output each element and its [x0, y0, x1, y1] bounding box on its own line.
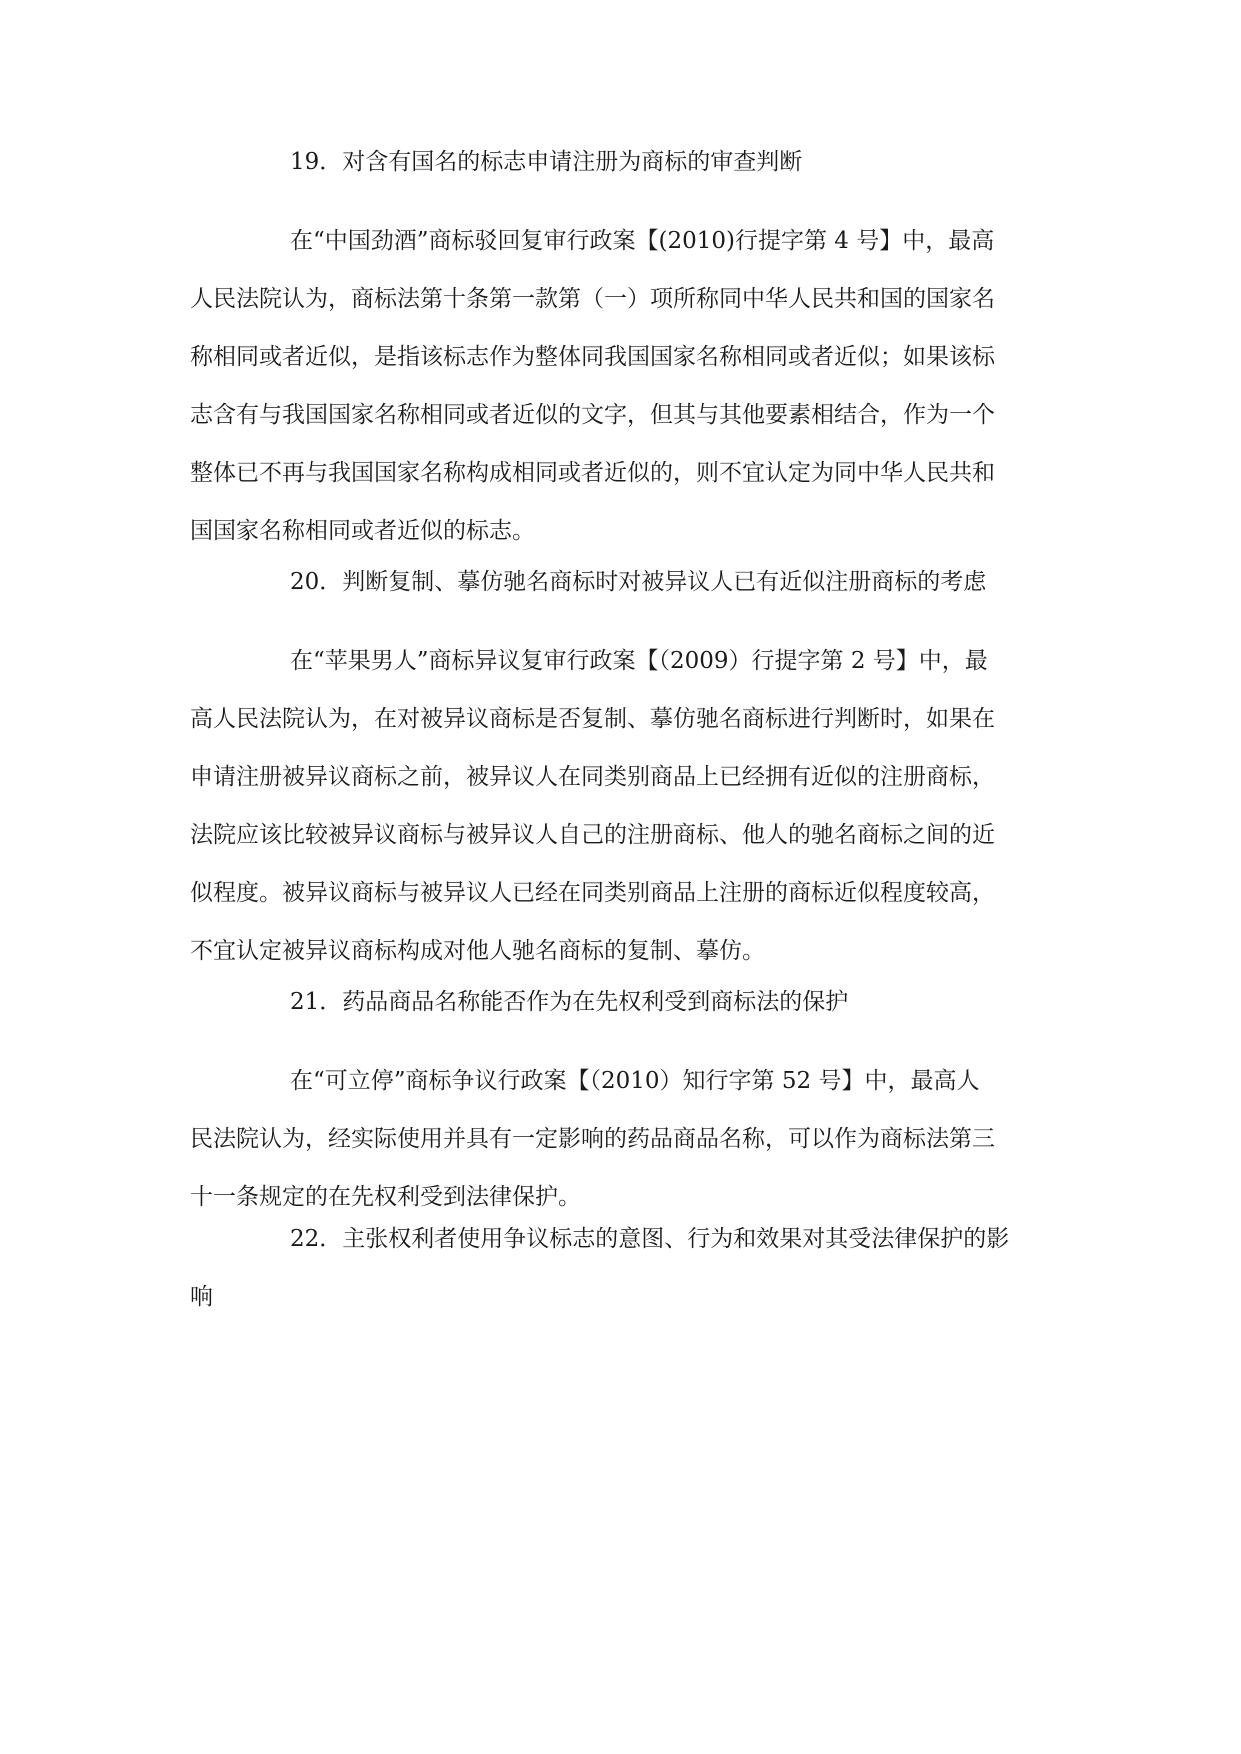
- paragraph-line: 整体已不再与我国国家名称构成相同或者近似的，则不宜认定为同中华人民共和: [190, 460, 995, 486]
- paragraph: [190, 1052, 1050, 1226]
- section-heading: [190, 1210, 1050, 1326]
- paragraph-line: 不宜认定被异议商标构成对他人驰名商标的复制、摹仿。: [190, 938, 765, 964]
- paragraph-line: 国国家名称相同或者近似的标志。: [190, 518, 535, 544]
- paragraph-line: 申请注册被异议商标之前，被异议人在同类别商品上已经拥有近似的注册商标，: [190, 764, 995, 790]
- heading-line: 22．主张权利者使用争议标志的意图、行为和效果对其受法律保护的影: [290, 1226, 1010, 1252]
- section-heading: 21．药品商品名称能否作为在先权利受到商标法的保护: [290, 989, 849, 1015]
- paragraph-line: 在“苹果男人”商标异议复审行政案【（2009）行提字第 2 号】中，最: [290, 648, 988, 674]
- heading-line: 响: [190, 1284, 213, 1310]
- paragraph-line: 在“中国劲酒”商标驳回复审行政案【(2010)行提字第 4 号】中，最高: [290, 228, 995, 254]
- section-20-heading: [190, 553, 1050, 611]
- section-20-paragraph: [190, 632, 1050, 980]
- paragraph-line: 民法院认为，经实际使用并具有一定影响的药品商品名称，可以作为商标法第三: [190, 1126, 995, 1152]
- paragraph-line: 在“可立停”商标争议行政案【（2010）知行字第 52 号】中，最高人: [290, 1068, 980, 1094]
- section-19-heading: [190, 133, 1050, 191]
- section-21-paragraph: [190, 1052, 1050, 1226]
- section-19-paragraph: [190, 212, 1050, 560]
- section-heading: 20．判断复制、摹仿驰名商标时对被异议人已有近似注册商标的考虑: [290, 569, 987, 595]
- section-22-heading: [190, 1210, 1050, 1326]
- paragraph-line: 高人民法院认为，在对被异议商标是否复制、摹仿驰名商标进行判断时，如果在: [190, 706, 995, 732]
- section-heading: 19．对含有国名的标志申请注册为商标的审查判断: [290, 149, 803, 175]
- paragraph: [190, 632, 1050, 980]
- paragraph-line: 法院应该比较被异议商标与被异议人自己的注册商标、他人的驰名商标之间的近: [190, 822, 995, 848]
- paragraph-line: 十一条规定的在先权利受到法律保护。: [190, 1184, 581, 1210]
- paragraph: [190, 212, 1050, 560]
- paragraph-line: 人民法院认为，商标法第十条第一款第（一）项所称同中华人民共和国的国家名: [190, 286, 995, 312]
- paragraph-line: 似程度。被异议商标与被异议人已经在同类别商品上注册的商标近似程度较高，: [190, 880, 995, 906]
- paragraph-line: 志含有与我国国家名称相同或者近似的文字，但其与其他要素相结合，作为一个: [190, 402, 995, 428]
- paragraph-line: 称相同或者近似，是指该标志作为整体同我国国家名称相同或者近似；如果该标: [190, 344, 995, 370]
- section-21-heading: [190, 973, 1050, 1031]
